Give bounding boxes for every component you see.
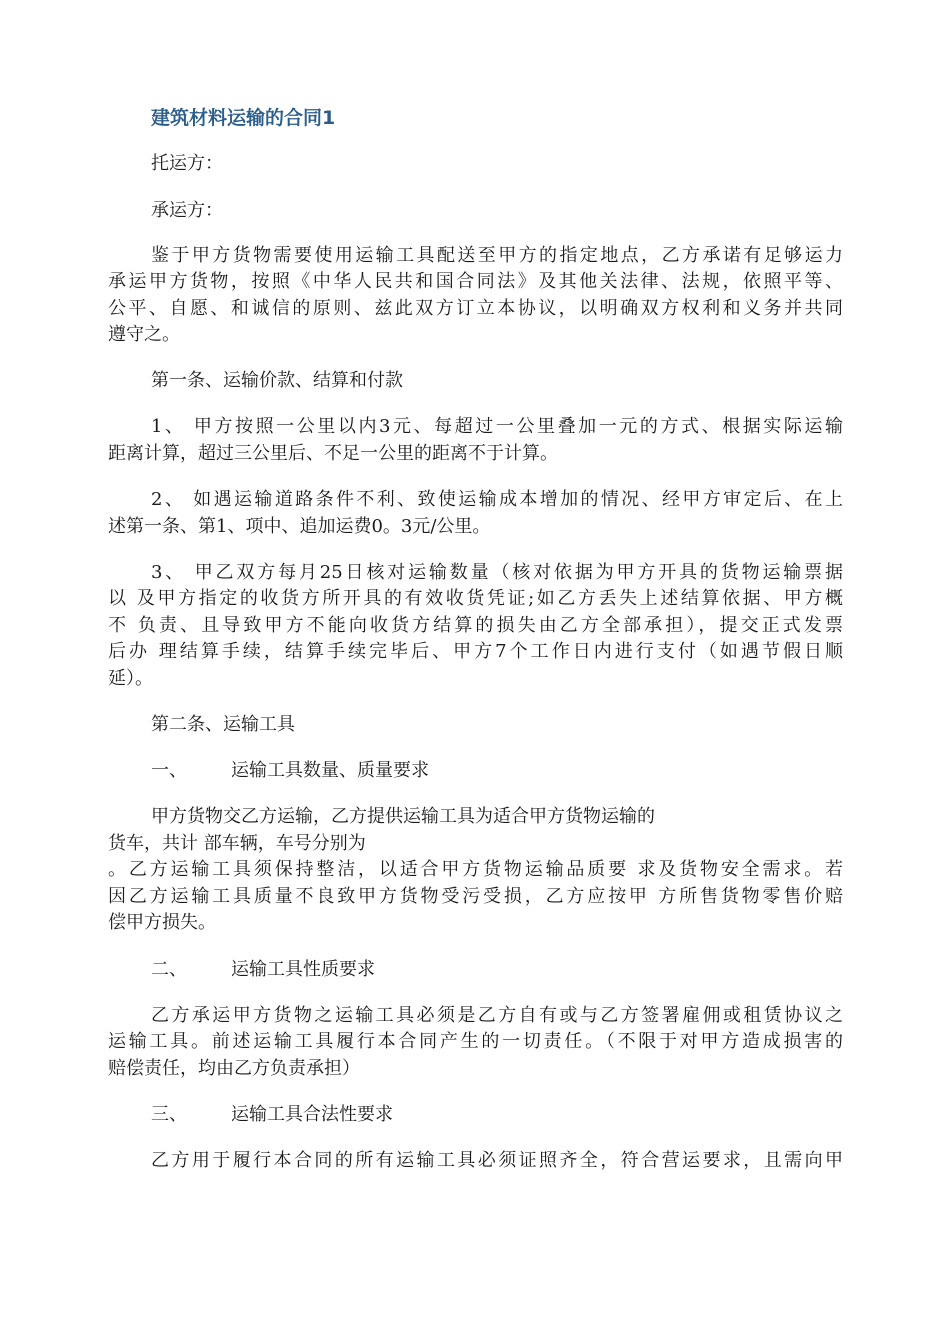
section1-line: 因乙方运输工具质量不良致甲方货物受污受损，乙方应按甲 方所售货物零售价赔: [108, 886, 843, 907]
section3-line: 乙方用于履行本合同的所有运输工具必须证照齐全，符合营运要求，且需向甲: [151, 1150, 843, 1171]
section1-line: 。乙方运输工具须保持整洁，以适合甲方货物运输品质要 求及货物安全需求。若: [108, 859, 843, 880]
section3-title: 运输工具合法性要求: [231, 1104, 393, 1125]
section2-title: 运输工具性质要求: [231, 959, 375, 980]
consignor-label: 托运方：: [151, 153, 223, 174]
section1-heading: [151, 756, 886, 786]
article1-item3-line: 不 负责、且导致甲方不能向收货方结算的损失由乙方全部承担），提交正式发票: [108, 615, 843, 636]
section1-title: 运输工具数量、质量要求: [231, 760, 429, 781]
article1-item2-line: 2、 如遇运输道路条件不利、致使运输成本增加的情况、经甲方审定后、在上: [151, 489, 843, 510]
carrier-label: 承运方：: [151, 200, 223, 221]
intro-line: 公平、自愿、和诚信的原则、兹此双方订立本协议，以明确双方权利和义务并共同: [108, 298, 843, 319]
article1-heading: 第一条、运输价款、结算和付款: [151, 370, 403, 391]
section3-number: 三、: [151, 1104, 187, 1125]
article1-item3-line: 延）。: [108, 668, 153, 689]
section2-line: 运输工具。前述运输工具履行本合同产生的一切责任。（不限于对甲方造成损害的: [108, 1031, 843, 1052]
article2-heading: 第二条、运输工具: [151, 714, 295, 735]
document-title: 建筑材料运输的合同1: [151, 107, 336, 129]
article1-item1-line: 1、 甲方按照一公里以内3元、每超过一公里叠加一元的方式、根据实际运输: [151, 416, 843, 437]
article1-item3-line: 后办 理结算手续，结算手续完毕后、甲方7个工作日内进行支付（如遇节假日顺: [108, 641, 843, 662]
section1-line: 货车，共计 部车辆，车号分别为: [108, 833, 366, 854]
section2-line: 乙方承运甲方货物之运输工具必须是乙方自有或与乙方签署雇佣或租赁协议之: [151, 1005, 843, 1026]
article1-item3-line: 以 及甲方指定的收货方所开具的有效收货凭证;如乙方丢失上述结算依据、甲方概: [108, 588, 843, 609]
article1-item3-line: 3、 甲乙双方每月25日核对运输数量（核对依据为甲方开具的货物运输票据: [151, 562, 843, 583]
section1-line: 偿甲方损失。: [108, 912, 216, 933]
section2-number: 二、: [151, 959, 187, 980]
intro-line: 承运甲方货物，按照《中华人民共和国合同法》及其他关法律、法规，依照平等、: [108, 271, 843, 292]
section2-line: 赔偿责任，均由乙方负责承担）: [108, 1058, 360, 1079]
intro-line: 鉴于甲方货物需要使用运输工具配送至甲方的指定地点，乙方承诺有足够运力: [151, 245, 843, 266]
article1-item2-line: 述第一条、第1、项中、追加运费0。3元/公里。: [108, 516, 491, 537]
section2-heading: [151, 955, 886, 985]
section1-line: 甲方货物交乙方运输，乙方提供运输工具为适合甲方货物运输的: [151, 806, 655, 827]
section1-number: 一、: [151, 760, 187, 781]
section3-heading: [151, 1100, 886, 1130]
intro-line: 遵守之。: [108, 324, 180, 345]
article1-item1-line: 距离计算，超过三公里后、不足一公里的距离不于计算。: [108, 443, 558, 464]
